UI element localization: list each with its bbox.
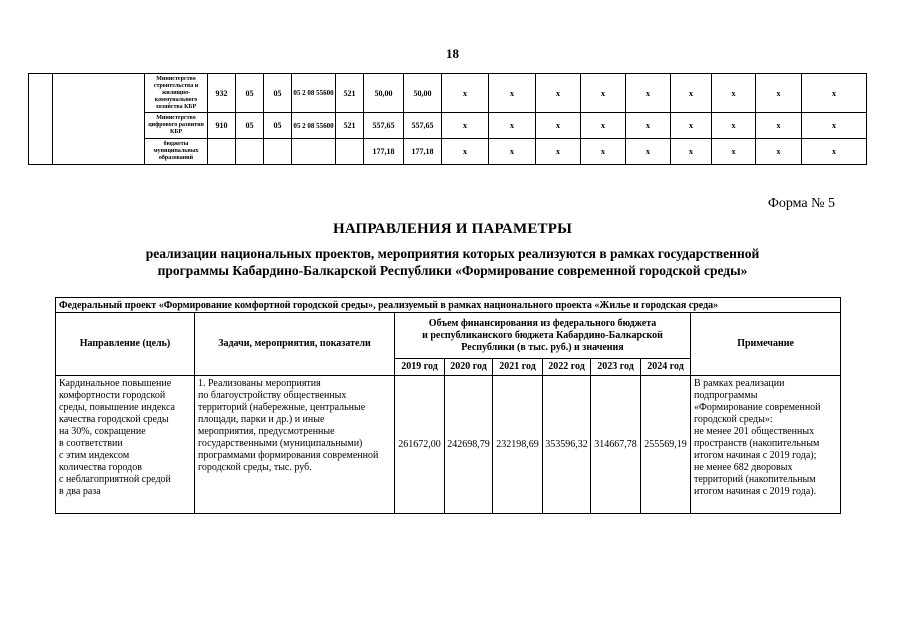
header-funding-line: и республиканского бюджета Кабардино-Балкарской xyxy=(422,329,663,341)
note-line: «Формирование современной xyxy=(694,402,821,413)
note-line: не менее 682 дворовых xyxy=(694,462,793,473)
x-cell: x xyxy=(442,139,489,165)
note-line: подпрограммы xyxy=(694,390,758,401)
x-cell: x xyxy=(536,139,581,165)
note-line: пространств (накопительным xyxy=(694,438,820,449)
value-2024: 255569,19 xyxy=(641,376,691,514)
table-row xyxy=(56,298,841,313)
note-line: территорий (накопительным xyxy=(694,474,816,485)
csr-cell: 05 2 08 55600 xyxy=(292,113,336,139)
csr-cell: 05 2 08 55600 xyxy=(292,74,336,113)
year-header: 2024 год xyxy=(641,359,691,376)
direction-line: качества городской среды xyxy=(59,414,169,425)
task-line: площади, парки и др.) и иные xyxy=(198,414,325,425)
value-cell: 50,00 xyxy=(404,74,442,113)
value-cell: 50,00 xyxy=(364,74,404,113)
header-note: Примечание xyxy=(691,313,841,376)
x-cell: x xyxy=(671,139,712,165)
task-line: 1. Реализованы мероприятия xyxy=(198,378,321,389)
csr-cell xyxy=(292,139,336,165)
header-funding xyxy=(395,313,691,359)
x-cell: x xyxy=(671,113,712,139)
table-row xyxy=(29,113,867,139)
value-2021: 232198,69 xyxy=(493,376,543,514)
task-line: городской среды, тыс. руб. xyxy=(198,462,312,473)
note-line: итогом начиная с 2019 года). xyxy=(694,486,817,497)
pr-cell: 05 xyxy=(264,74,292,113)
grbs-cell: 932 xyxy=(208,74,236,113)
x-cell: x xyxy=(442,113,489,139)
task-line: по благоустройству общественных xyxy=(198,390,347,401)
note-cell xyxy=(691,376,841,514)
x-cell: x xyxy=(756,113,802,139)
value-2022: 353596,32 xyxy=(543,376,591,514)
table-row xyxy=(29,74,867,113)
value-2023: 314667,78 xyxy=(591,376,641,514)
direction-line: среды, повышение индекса xyxy=(59,402,175,413)
task-line: программами формирования современной xyxy=(198,450,379,461)
year-header: 2022 год xyxy=(543,359,591,376)
direction-line: с неблагоприятной средой xyxy=(59,474,171,485)
note-line: В рамках реализации xyxy=(694,378,785,389)
direction-line: в соответствии xyxy=(59,438,123,449)
task-line: государственными (муниципальными) xyxy=(198,438,363,449)
x-cell: x xyxy=(756,74,802,113)
x-cell: x xyxy=(442,74,489,113)
value-cell: 557,65 xyxy=(364,113,404,139)
header-direction: Направление (цель) xyxy=(56,313,195,376)
pr-cell: 05 xyxy=(264,113,292,139)
vr-cell xyxy=(336,139,364,165)
table-row xyxy=(56,313,841,359)
year-header: 2021 год xyxy=(493,359,543,376)
subtitle-line: программы Кабардино-Балкарской Республики «Формирование современной городской среды» xyxy=(157,263,748,278)
task-line: территорий (набережные, центральные xyxy=(198,402,366,413)
rz-cell: 05 xyxy=(236,74,264,113)
national-project-table xyxy=(55,297,841,514)
direction-line: количества городов xyxy=(59,462,142,473)
x-cell: x xyxy=(802,139,867,165)
direction-line: на 30%, сокращение xyxy=(59,426,146,437)
vr-cell: 521 xyxy=(336,113,364,139)
page-title: НАПРАВЛЕНИЯ И ПАРАМЕТРЫ xyxy=(332,221,573,237)
x-cell: x xyxy=(489,139,536,165)
table-row xyxy=(29,139,867,165)
page-subtitle xyxy=(90,245,815,279)
x-cell: x xyxy=(802,113,867,139)
vr-cell: 521 xyxy=(336,74,364,113)
rz-cell: 05 xyxy=(236,113,264,139)
x-cell: x xyxy=(756,139,802,165)
direction-line: с этим индексом xyxy=(59,450,130,461)
ministry-cell: Министерство строительства и жилищно-коммунального хозяйства КБР xyxy=(145,74,208,113)
form-number: Форма № 5 xyxy=(767,196,835,211)
header-tasks: Задачи, мероприятия, показатели xyxy=(195,313,395,376)
x-cell: x xyxy=(802,74,867,113)
ministry-cell: бюджеты муниципальных образований xyxy=(145,139,208,165)
grbs-cell: 910 xyxy=(208,113,236,139)
pr-cell xyxy=(264,139,292,165)
empty-cell xyxy=(53,74,145,165)
page-number: 18 xyxy=(446,46,459,61)
direction-line: комфортности городской xyxy=(59,390,166,401)
year-header: 2019 год xyxy=(395,359,445,376)
x-cell: x xyxy=(712,139,756,165)
x-cell: x xyxy=(712,113,756,139)
value-2020: 242698,79 xyxy=(445,376,493,514)
header-funding-line: Объем финансирования из федерального бюджета xyxy=(428,317,657,329)
x-cell: x xyxy=(581,113,626,139)
subtitle-line: реализации национальных проектов, мероприятия которых реализуются в рамках государственной xyxy=(145,246,760,261)
x-cell: x xyxy=(489,74,536,113)
tasks-cell xyxy=(195,376,395,514)
value-2019: 261672,00 xyxy=(395,376,445,514)
value-cell: 557,65 xyxy=(404,113,442,139)
empty-cell xyxy=(29,74,53,165)
value-cell: 177,18 xyxy=(404,139,442,165)
x-cell: x xyxy=(581,74,626,113)
direction-cell xyxy=(56,376,195,514)
direction-line: Кардинальное повышение xyxy=(59,378,172,389)
value-cell: 177,18 xyxy=(364,139,404,165)
year-header: 2020 год xyxy=(445,359,493,376)
direction-line: в два раза xyxy=(59,486,101,497)
note-line: городской среды»: xyxy=(694,414,773,425)
ministry-cell: Министерство цифрового развития КБР xyxy=(145,113,208,139)
x-cell: x xyxy=(712,74,756,113)
grbs-cell xyxy=(208,139,236,165)
x-cell: x xyxy=(626,74,671,113)
federal-project-heading: Федеральный проект «Формирование комфортной городской среды», реализуемый в рамках национального проекта «Жилье и городская среда» xyxy=(56,298,841,313)
x-cell: x xyxy=(626,139,671,165)
x-cell: x xyxy=(489,113,536,139)
header-funding-line: Республики (в тыс. руб.) и значения xyxy=(461,341,624,353)
x-cell: x xyxy=(536,113,581,139)
note-line: итогом начиная с 2019 года); xyxy=(694,450,817,461)
year-header: 2023 год xyxy=(591,359,641,376)
note-line: не менее 201 общественных xyxy=(694,426,815,437)
table-row xyxy=(56,376,841,514)
rz-cell xyxy=(236,139,264,165)
task-line: мероприятия, предусмотренные xyxy=(198,426,335,437)
budget-continuation-table xyxy=(28,73,867,165)
x-cell: x xyxy=(536,74,581,113)
x-cell: x xyxy=(581,139,626,165)
x-cell: x xyxy=(626,113,671,139)
x-cell: x xyxy=(671,74,712,113)
